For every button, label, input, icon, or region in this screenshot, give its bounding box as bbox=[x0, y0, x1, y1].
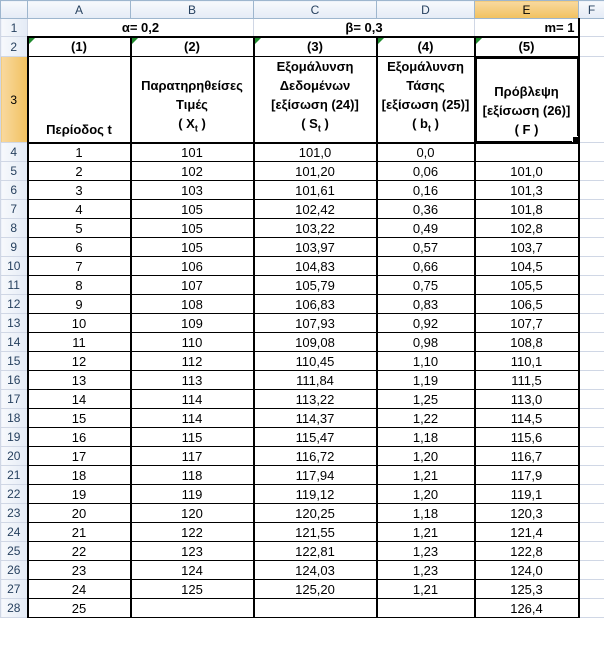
cell-forecast[interactable]: 105,5 bbox=[475, 276, 579, 295]
cell[interactable] bbox=[579, 295, 604, 314]
cell-observed[interactable]: 119 bbox=[131, 485, 254, 504]
row-header[interactable]: 5 bbox=[1, 162, 28, 181]
cell[interactable] bbox=[579, 238, 604, 257]
cell-period[interactable]: 24 bbox=[28, 580, 131, 599]
cell-observed[interactable]: 110 bbox=[131, 333, 254, 352]
cell-observed[interactable]: 105 bbox=[131, 219, 254, 238]
cell-smoothed-trend[interactable]: 1,18 bbox=[377, 504, 475, 523]
cell-smoothed-data[interactable]: 102,42 bbox=[254, 200, 377, 219]
cell[interactable] bbox=[579, 428, 604, 447]
col-number-cell[interactable]: (5) bbox=[475, 37, 579, 57]
cell-forecast[interactable]: 120,3 bbox=[475, 504, 579, 523]
cell-forecast[interactable]: 117,9 bbox=[475, 466, 579, 485]
cell-forecast[interactable]: 102,8 bbox=[475, 219, 579, 238]
header-text: [εξίσωση (26)] bbox=[482, 102, 571, 118]
column-header-a[interactable]: A bbox=[28, 1, 131, 19]
cell[interactable] bbox=[579, 257, 604, 276]
table-row bbox=[1, 599, 604, 618]
col-number-cell[interactable]: (4) bbox=[377, 37, 475, 57]
table-row bbox=[1, 447, 604, 466]
row-header[interactable]: 18 bbox=[1, 409, 28, 428]
cell-period[interactable]: 1 bbox=[28, 143, 131, 162]
row-header[interactable]: 21 bbox=[1, 466, 28, 485]
row-header[interactable]: 13 bbox=[1, 314, 28, 333]
cell-period[interactable]: 14 bbox=[28, 390, 131, 409]
select-all-corner[interactable] bbox=[1, 1, 28, 19]
cell-forecast[interactable]: 116,7 bbox=[475, 447, 579, 466]
cell-smoothed-data[interactable]: 124,03 bbox=[254, 561, 377, 580]
table-row bbox=[1, 200, 604, 219]
column-number-row bbox=[1, 37, 604, 57]
cell[interactable] bbox=[579, 37, 604, 57]
cell-smoothed-trend[interactable]: 0,36 bbox=[377, 200, 475, 219]
header-text: [εξίσωση (24)] bbox=[271, 97, 359, 112]
cell[interactable] bbox=[579, 466, 604, 485]
cell-smoothed-trend[interactable]: 0,75 bbox=[377, 276, 475, 295]
header-forecast[interactable] bbox=[475, 57, 579, 143]
column-header-c[interactable]: C bbox=[254, 1, 377, 19]
cell-smoothed-trend[interactable]: 1,22 bbox=[377, 409, 475, 428]
row-header[interactable]: 17 bbox=[1, 390, 28, 409]
symbol-text: ( X bbox=[178, 116, 195, 131]
cell-smoothed-trend[interactable]: 1,20 bbox=[377, 485, 475, 504]
cell-smoothed-trend[interactable]: 0,83 bbox=[377, 295, 475, 314]
cell-smoothed-trend[interactable]: 1,21 bbox=[377, 580, 475, 599]
params-row bbox=[1, 19, 604, 37]
cell-forecast[interactable]: 122,8 bbox=[475, 542, 579, 561]
symbol-text: ( S bbox=[301, 116, 318, 131]
cell-smoothed-data[interactable]: 115,47 bbox=[254, 428, 377, 447]
cell-forecast[interactable]: 107,7 bbox=[475, 314, 579, 333]
alpha-cell[interactable]: α= 0,2 bbox=[28, 19, 254, 37]
cell-forecast[interactable]: 113,0 bbox=[475, 390, 579, 409]
table-row bbox=[1, 580, 604, 599]
cell-period[interactable]: 13 bbox=[28, 371, 131, 390]
cell-observed[interactable]: 122 bbox=[131, 523, 254, 542]
cell-smoothed-data[interactable]: 103,22 bbox=[254, 219, 377, 238]
cell-smoothed-data[interactable]: 120,25 bbox=[254, 504, 377, 523]
cell[interactable] bbox=[579, 181, 604, 200]
table-row bbox=[1, 371, 604, 390]
cell[interactable] bbox=[579, 561, 604, 580]
cell[interactable] bbox=[579, 276, 604, 295]
header-symbol bbox=[135, 114, 250, 139]
cell[interactable] bbox=[579, 219, 604, 238]
cell-smoothed-trend[interactable]: 0,06 bbox=[377, 162, 475, 181]
cell[interactable] bbox=[579, 314, 604, 333]
cell-period[interactable]: 11 bbox=[28, 333, 131, 352]
cell-smoothed-data[interactable]: 113,22 bbox=[254, 390, 377, 409]
table-row bbox=[1, 257, 604, 276]
cell-smoothed-data[interactable]: 104,83 bbox=[254, 257, 377, 276]
header-text: Τιμές bbox=[176, 97, 208, 112]
cell-forecast[interactable]: 126,4 bbox=[475, 599, 579, 618]
table-row bbox=[1, 295, 604, 314]
cell-observed[interactable]: 109 bbox=[131, 314, 254, 333]
cell-period[interactable]: 12 bbox=[28, 352, 131, 371]
cell-forecast[interactable]: 111,5 bbox=[475, 371, 579, 390]
cell-observed[interactable] bbox=[131, 599, 254, 618]
cell[interactable] bbox=[579, 409, 604, 428]
cell-smoothed-trend[interactable]: 0,92 bbox=[377, 314, 475, 333]
row-header[interactable]: 12 bbox=[1, 295, 28, 314]
row-header[interactable]: 23 bbox=[1, 504, 28, 523]
fill-handle[interactable] bbox=[572, 136, 579, 143]
cell[interactable] bbox=[579, 352, 604, 371]
cell-period[interactable]: 23 bbox=[28, 561, 131, 580]
row-header[interactable]: 6 bbox=[1, 181, 28, 200]
table-row bbox=[1, 561, 604, 580]
cell-period[interactable]: 17 bbox=[28, 447, 131, 466]
cell-smoothed-data[interactable] bbox=[254, 599, 377, 618]
cell-period[interactable]: 25 bbox=[28, 599, 131, 618]
col-number-cell[interactable]: (3) bbox=[254, 37, 377, 57]
col-number-cell[interactable]: (1) bbox=[28, 37, 131, 57]
table-row bbox=[1, 504, 604, 523]
cell-smoothed-trend[interactable]: 1,21 bbox=[377, 466, 475, 485]
header-label-row bbox=[1, 57, 604, 143]
cell[interactable] bbox=[579, 162, 604, 181]
symbol-text: ) bbox=[430, 116, 439, 131]
cell-smoothed-trend[interactable]: 0,16 bbox=[377, 181, 475, 200]
table-row bbox=[1, 143, 604, 162]
cell-observed[interactable]: 101 bbox=[131, 143, 254, 162]
header-text: ( F ) bbox=[514, 121, 539, 137]
cell-observed[interactable]: 114 bbox=[131, 390, 254, 409]
cell-period[interactable]: 7 bbox=[28, 257, 131, 276]
cell-smoothed-trend[interactable]: 0,57 bbox=[377, 238, 475, 257]
cell-smoothed-trend[interactable]: 1,25 bbox=[377, 390, 475, 409]
cell-forecast[interactable]: 108,8 bbox=[475, 333, 579, 352]
cell-observed[interactable]: 120 bbox=[131, 504, 254, 523]
cell-smoothed-data[interactable]: 107,93 bbox=[254, 314, 377, 333]
cell[interactable] bbox=[579, 200, 604, 219]
cell-forecast[interactable]: 106,5 bbox=[475, 295, 579, 314]
row-header[interactable]: 9 bbox=[1, 238, 28, 257]
cell-period[interactable]: 19 bbox=[28, 485, 131, 504]
cell-forecast[interactable]: 114,5 bbox=[475, 409, 579, 428]
cell[interactable] bbox=[579, 371, 604, 390]
cell-observed[interactable]: 107 bbox=[131, 276, 254, 295]
row-header[interactable]: 3 bbox=[1, 57, 28, 143]
cell-forecast[interactable]: 101,0 bbox=[475, 162, 579, 181]
column-header-f[interactable]: F bbox=[579, 1, 604, 19]
cell-observed[interactable]: 123 bbox=[131, 542, 254, 561]
cell-observed[interactable]: 103 bbox=[131, 181, 254, 200]
col-number-cell[interactable]: (2) bbox=[131, 37, 254, 57]
cell[interactable] bbox=[579, 333, 604, 352]
cell-smoothed-trend[interactable]: 0,49 bbox=[377, 219, 475, 238]
cell-observed[interactable]: 105 bbox=[131, 200, 254, 219]
cell-smoothed-data[interactable]: 121,55 bbox=[254, 523, 377, 542]
symbol-text: ) bbox=[197, 116, 206, 131]
cell[interactable] bbox=[579, 447, 604, 466]
data-rows bbox=[1, 143, 604, 618]
cell[interactable] bbox=[579, 390, 604, 409]
symbol-subscript: t bbox=[317, 123, 321, 134]
symbol-text: ( b bbox=[412, 116, 428, 131]
cell-smoothed-trend[interactable]: 1,23 bbox=[377, 561, 475, 580]
table-row bbox=[1, 219, 604, 238]
cell[interactable] bbox=[579, 599, 604, 618]
header-smoothed-data[interactable] bbox=[254, 57, 377, 143]
row-header[interactable]: 15 bbox=[1, 352, 28, 371]
cell-period[interactable]: 20 bbox=[28, 504, 131, 523]
cell-smoothed-data[interactable]: 103,97 bbox=[254, 238, 377, 257]
cell-observed[interactable]: 106 bbox=[131, 257, 254, 276]
table-row bbox=[1, 409, 604, 428]
cell-smoothed-data[interactable]: 119,12 bbox=[254, 485, 377, 504]
cell-smoothed-trend[interactable]: 0,98 bbox=[377, 333, 475, 352]
row-header[interactable]: 22 bbox=[1, 485, 28, 504]
header-text: Εξομάλυνση bbox=[276, 59, 354, 74]
cell[interactable] bbox=[579, 523, 604, 542]
cell-observed[interactable]: 118 bbox=[131, 466, 254, 485]
row-header[interactable]: 27 bbox=[1, 580, 28, 599]
row-header[interactable]: 1 bbox=[1, 19, 28, 37]
table-row bbox=[1, 428, 604, 447]
row-header[interactable]: 8 bbox=[1, 219, 28, 238]
cell[interactable] bbox=[579, 19, 604, 37]
cell-observed[interactable]: 112 bbox=[131, 352, 254, 371]
cell-observed[interactable]: 124 bbox=[131, 561, 254, 580]
table-row bbox=[1, 238, 604, 257]
cell-observed[interactable]: 113 bbox=[131, 371, 254, 390]
m-cell[interactable]: m= 1 bbox=[475, 19, 579, 37]
header-symbol bbox=[258, 114, 373, 139]
cell-smoothed-trend[interactable]: 0,0 bbox=[377, 143, 475, 162]
table-row bbox=[1, 181, 604, 200]
header-period[interactable] bbox=[28, 57, 131, 143]
row-header[interactable]: 10 bbox=[1, 257, 28, 276]
symbol-subscript: t bbox=[427, 123, 431, 134]
row-header[interactable]: 14 bbox=[1, 333, 28, 352]
cell-observed[interactable]: 117 bbox=[131, 447, 254, 466]
header-text: Εξομάλυνση bbox=[387, 59, 464, 74]
table-row bbox=[1, 523, 604, 542]
row-header[interactable]: 26 bbox=[1, 561, 28, 580]
table-row bbox=[1, 542, 604, 561]
cell-observed[interactable]: 102 bbox=[131, 162, 254, 181]
cell-smoothed-trend[interactable] bbox=[377, 599, 475, 618]
header-text: Πρόβλεψη bbox=[494, 83, 559, 99]
row-header[interactable]: 20 bbox=[1, 447, 28, 466]
beta-cell[interactable]: β= 0,3 bbox=[254, 19, 475, 37]
table-row bbox=[1, 466, 604, 485]
cell[interactable] bbox=[579, 580, 604, 599]
cell-smoothed-trend[interactable]: 1,21 bbox=[377, 523, 475, 542]
cell-period[interactable]: 3 bbox=[28, 181, 131, 200]
row-header[interactable]: 2 bbox=[1, 37, 28, 57]
row-header[interactable]: 24 bbox=[1, 523, 28, 542]
cell-period[interactable]: 10 bbox=[28, 314, 131, 333]
cell-smoothed-data[interactable]: 110,45 bbox=[254, 352, 377, 371]
header-text: [εξίσωση (25)] bbox=[381, 97, 470, 112]
row-header[interactable]: 4 bbox=[1, 143, 28, 162]
cell-forecast[interactable] bbox=[475, 143, 579, 162]
cell-period[interactable]: 9 bbox=[28, 295, 131, 314]
cell-period[interactable]: 16 bbox=[28, 428, 131, 447]
cell-smoothed-data[interactable]: 101,20 bbox=[254, 162, 377, 181]
cell-forecast[interactable]: 104,5 bbox=[475, 257, 579, 276]
cell-observed[interactable]: 108 bbox=[131, 295, 254, 314]
row-header[interactable]: 11 bbox=[1, 276, 28, 295]
row-header[interactable]: 25 bbox=[1, 542, 28, 561]
header-observed[interactable] bbox=[131, 57, 254, 143]
cell-smoothed-data[interactable]: 111,84 bbox=[254, 371, 377, 390]
cell[interactable] bbox=[579, 485, 604, 504]
cell-period[interactable]: 8 bbox=[28, 276, 131, 295]
cell-period[interactable]: 15 bbox=[28, 409, 131, 428]
header-text: Περίοδος t bbox=[46, 121, 112, 137]
header-text: Δεδομένων bbox=[279, 78, 351, 93]
cell-period[interactable]: 18 bbox=[28, 466, 131, 485]
cell-forecast[interactable]: 101,8 bbox=[475, 200, 579, 219]
cell-period[interactable]: 6 bbox=[28, 238, 131, 257]
row-header[interactable]: 28 bbox=[1, 599, 28, 618]
cell-smoothed-trend[interactable]: 1,20 bbox=[377, 447, 475, 466]
cell-smoothed-trend[interactable]: 1,10 bbox=[377, 352, 475, 371]
cell-smoothed-trend[interactable]: 0,66 bbox=[377, 257, 475, 276]
cell-smoothed-data[interactable]: 125,20 bbox=[254, 580, 377, 599]
cell-observed[interactable]: 114 bbox=[131, 409, 254, 428]
cell-period[interactable]: 2 bbox=[28, 162, 131, 181]
header-text: Παρατηρηθείσες bbox=[141, 78, 243, 93]
table-row bbox=[1, 276, 604, 295]
cell-forecast[interactable]: 119,1 bbox=[475, 485, 579, 504]
cell-smoothed-data[interactable]: 122,81 bbox=[254, 542, 377, 561]
cell-period[interactable]: 22 bbox=[28, 542, 131, 561]
table-row bbox=[1, 162, 604, 181]
cell-smoothed-data[interactable]: 117,94 bbox=[254, 466, 377, 485]
cell[interactable] bbox=[579, 542, 604, 561]
table-row bbox=[1, 333, 604, 352]
row-header[interactable]: 16 bbox=[1, 371, 28, 390]
cell-smoothed-data[interactable]: 106,83 bbox=[254, 295, 377, 314]
symbol-text: ) bbox=[320, 116, 329, 131]
table-row bbox=[1, 390, 604, 409]
cell-observed[interactable]: 105 bbox=[131, 238, 254, 257]
row-header[interactable]: 7 bbox=[1, 200, 28, 219]
cell-forecast[interactable]: 125,3 bbox=[475, 580, 579, 599]
row-header[interactable]: 19 bbox=[1, 428, 28, 447]
cell[interactable] bbox=[579, 504, 604, 523]
cell-forecast[interactable]: 110,1 bbox=[475, 352, 579, 371]
cell-period[interactable]: 4 bbox=[28, 200, 131, 219]
table-row bbox=[1, 485, 604, 504]
column-header-e[interactable]: E bbox=[475, 1, 579, 19]
cell[interactable] bbox=[579, 57, 604, 143]
cell-smoothed-data[interactable]: 116,72 bbox=[254, 447, 377, 466]
cell-smoothed-data[interactable]: 105,79 bbox=[254, 276, 377, 295]
symbol-subscript: t bbox=[194, 123, 198, 134]
cell-smoothed-trend[interactable]: 1,23 bbox=[377, 542, 475, 561]
cell-forecast[interactable]: 101,3 bbox=[475, 181, 579, 200]
cell-period[interactable]: 21 bbox=[28, 523, 131, 542]
header-text: Τάσης bbox=[406, 78, 445, 93]
table-row bbox=[1, 352, 604, 371]
cell-forecast[interactable]: 115,6 bbox=[475, 428, 579, 447]
header-smoothed-trend[interactable] bbox=[377, 57, 475, 143]
column-header-b[interactable]: B bbox=[131, 1, 254, 19]
header-symbol bbox=[381, 114, 471, 139]
cell-forecast[interactable]: 103,7 bbox=[475, 238, 579, 257]
cell-smoothed-trend[interactable]: 1,18 bbox=[377, 428, 475, 447]
cell-forecast[interactable]: 121,4 bbox=[475, 523, 579, 542]
cell-smoothed-trend[interactable]: 1,19 bbox=[377, 371, 475, 390]
cell-period[interactable]: 5 bbox=[28, 219, 131, 238]
table-row bbox=[1, 314, 604, 333]
cell-smoothed-data[interactable]: 109,08 bbox=[254, 333, 377, 352]
cell-smoothed-data[interactable]: 114,37 bbox=[254, 409, 377, 428]
column-header-row bbox=[1, 1, 604, 19]
cell-forecast[interactable]: 124,0 bbox=[475, 561, 579, 580]
cell-observed[interactable]: 125 bbox=[131, 580, 254, 599]
cell-smoothed-data[interactable]: 101,61 bbox=[254, 181, 377, 200]
cell[interactable] bbox=[579, 143, 604, 162]
cell-smoothed-data[interactable]: 101,0 bbox=[254, 143, 377, 162]
cell-observed[interactable]: 115 bbox=[131, 428, 254, 447]
column-header-d[interactable]: D bbox=[377, 1, 475, 19]
